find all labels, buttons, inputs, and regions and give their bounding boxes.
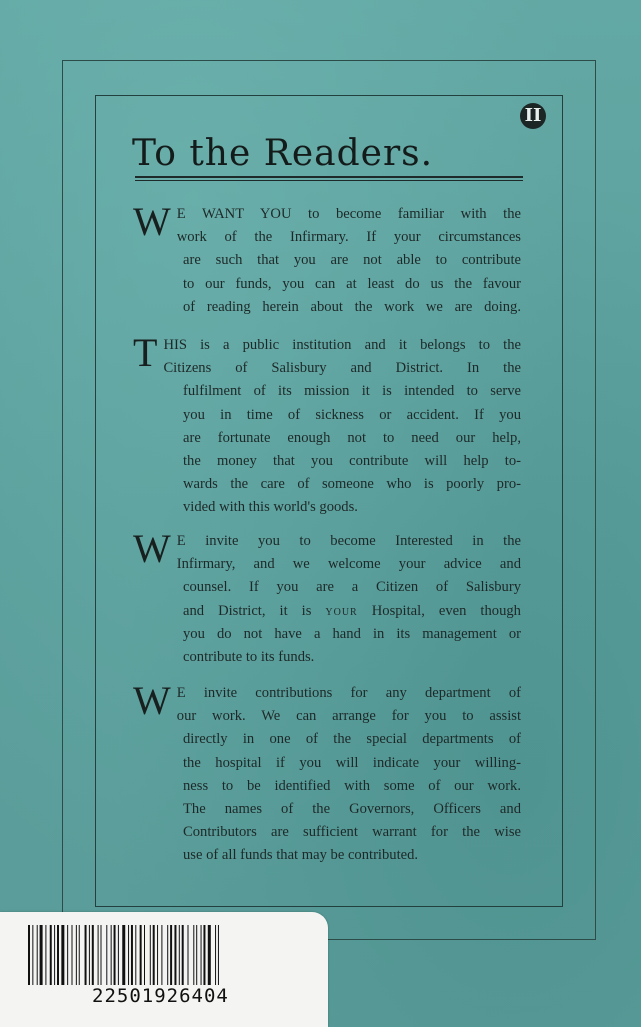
dropcap: W xyxy=(133,678,171,723)
paragraph-4 xyxy=(133,678,521,868)
paragraph-2 xyxy=(133,330,521,520)
barcode xyxy=(28,925,296,985)
text-line: you in time of sickness or accident. If you xyxy=(183,406,521,423)
text-line: the hospital if you will indicate your willing- xyxy=(183,754,521,771)
emphasis-your: your xyxy=(325,602,358,619)
dropcap: T xyxy=(133,330,158,375)
text-line: our work. We can arrange for you to assist xyxy=(176,708,521,725)
text-line: ness to be identified with some of our work. xyxy=(183,777,521,794)
title-rule-thin xyxy=(135,180,523,181)
text-line: The names of the Governors, Officers and xyxy=(183,801,521,818)
text-line: directly in one of the special departments of xyxy=(183,731,521,748)
page-number-badge: II xyxy=(520,103,546,129)
title-rule xyxy=(135,176,523,178)
text-line: of reading herein about the work we are doing. xyxy=(183,298,521,315)
text-segment: and District, it is xyxy=(183,602,312,619)
page-title: To the Readers. xyxy=(132,133,434,174)
text-line: Infirmary, and we welcome your advice and xyxy=(176,556,521,573)
text-line: the money that you contribute will help to- xyxy=(183,453,521,470)
text-line: to our funds, you can at least do us the favour xyxy=(183,275,521,292)
text-line: use of all funds that may be contributed. xyxy=(183,847,419,864)
barcode-number: 22501926404 xyxy=(92,985,229,1007)
text-line: contribute to its funds. xyxy=(183,649,315,666)
text-segment: Hospital, even though xyxy=(371,602,521,619)
dropcap: W xyxy=(133,199,171,244)
text-line: E invite contributions for any department of xyxy=(176,685,521,701)
text-line: Citizens of Salisbury and District. In the xyxy=(163,360,521,377)
text-line: HIS is a public institution and it belongs to the xyxy=(163,337,521,353)
text-line: Contributors are sufficient warrant for the wise xyxy=(183,824,521,841)
text-line: vided with this world's goods. xyxy=(183,499,358,516)
text-line: you do not have a hand in its management or xyxy=(183,625,521,642)
paragraph-1 xyxy=(133,199,521,319)
text-line: work of the Infirmary. If your circumstances xyxy=(176,229,521,246)
text-line: are such that you are not able to contribute xyxy=(183,252,521,269)
text-line xyxy=(133,600,521,623)
text-line: fulfilment of its mission it is intended to serve xyxy=(183,383,521,400)
text-line: counsel. If you are a Citizen of Salisbury xyxy=(183,579,521,596)
text-line: E WANT YOU to become familiar with the xyxy=(176,206,521,222)
text-line: are fortunate enough not to need our help, xyxy=(183,429,521,446)
text-line: E invite you to become Interested in the xyxy=(176,533,521,549)
text-line: wards the care of someone who is poorly pro- xyxy=(183,476,521,493)
dropcap: W xyxy=(133,526,171,571)
paragraph-3 xyxy=(133,526,521,669)
